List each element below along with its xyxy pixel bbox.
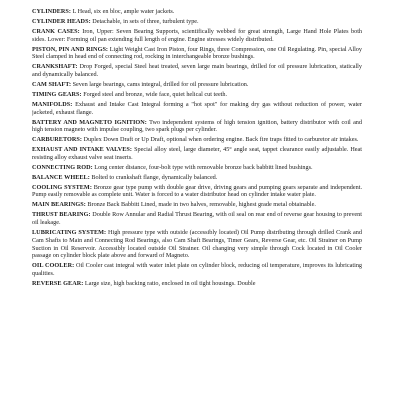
- spec-heading: OIL COOLER:: [32, 262, 75, 270]
- spec-entry-cam-shaft: [32, 81, 362, 89]
- spec-text: High pressure type with outside (accessibly located) Oil Pump distributing through drilled Crank and Cam Shafts to Main and Connecting Rod Bearings, also Cam Shaft Bearings, Timer Gears, Reverse Gear, etc. Oil Strainer on Pump Suction in Oil Reservoir. Accessibly located outside Oil Strainer. Oil changing very simple through Cock located in Oil Cooler passage on cylinder block plate above and forward of Magneto.: [32, 229, 362, 260]
- spec-text: Double Row Annular and Radial Thrust Bearing, with oil seal on rear end of reverse gear housing to prevent oil leakage.: [32, 211, 362, 227]
- spec-heading: REVERSE GEAR:: [32, 279, 84, 287]
- spec-text: Seven large bearings, cams integral, drilled for oil pressure lubrication.: [72, 80, 249, 88]
- spec-text: Bronze gear type pump with double gear drive, driving gears and pumping gears separate and independent. Pump easily removable as complete unit. Water is forced to a water distributor head on cylinder intake water plate.: [32, 183, 362, 199]
- spec-entry-ignition: [32, 119, 362, 135]
- spec-entry-timing-gears: [32, 91, 362, 99]
- spec-heading: CARBURETORS:: [32, 136, 82, 144]
- spec-text: Detachable, in sets of three, turbulent type.: [92, 17, 199, 25]
- spec-entry-cylinders: [32, 8, 362, 16]
- spec-entry-lubricating-system: [32, 229, 362, 260]
- spec-entry-main-bearings: [32, 201, 362, 209]
- spec-entry-valves: [32, 146, 362, 162]
- spec-heading: CRANK CASES:: [32, 27, 80, 35]
- spec-heading: EXHAUST AND INTAKE VALVES:: [32, 146, 133, 154]
- spec-entry-manifolds: [32, 101, 362, 117]
- spec-entry-piston: [32, 46, 362, 62]
- spec-entry-crank-cases: [32, 28, 362, 44]
- spec-entry-balance-wheel: [32, 174, 362, 182]
- spec-heading: LUBRICATING SYSTEM:: [32, 229, 107, 236]
- spec-text: Oil Cooler cast integral with water inlet plate on cylinder block, reducing oil temperature, improves its lubricating qualities.: [32, 262, 362, 277]
- spec-heading: COOLING SYSTEM:: [32, 183, 92, 191]
- spec-heading: BATTERY AND MAGNETO IGNITION:: [32, 118, 147, 126]
- spec-page: [32, 8, 362, 400]
- spec-text: Drop Forged, special Steel heat treated, seven large main bearings, drilled for oil pressure lubrication, statically and dynamically balanced.: [32, 63, 362, 78]
- spec-heading: THRUST BEARING:: [32, 211, 91, 219]
- spec-heading: CAM SHAFT:: [32, 80, 72, 88]
- spec-text: Bolted to crankshaft flange, dynamically balanced.: [91, 173, 218, 181]
- spec-heading: CONNECTING ROD:: [32, 163, 93, 171]
- spec-heading: CRANKSHAFT:: [32, 63, 78, 71]
- spec-heading: BALANCE WHEEL:: [32, 173, 90, 181]
- spec-entry-carburetors: [32, 136, 362, 144]
- spec-heading: PISTON, PIN AND RINGS:: [32, 45, 109, 53]
- spec-entry-thrust-bearing: [32, 211, 362, 227]
- spec-entry-connecting-rod: [32, 164, 362, 172]
- spec-text: Forged steel and bronze, wide face, quiet helical cut teeth.: [83, 90, 228, 98]
- spec-heading: CYLINDERS:: [32, 8, 72, 15]
- spec-text: Bronze Back Babbitt Lined, made in two halves, removable, highest grade metal obtainable.: [87, 201, 316, 209]
- spec-text: Iron, Upper: Seven Bearing Supports, scientifically webbed for great strength, Large Hand Hole Plates both sides. Lower: Forming oil pan extending full length of engine. Engine stresses widely distributed.: [32, 27, 362, 43]
- spec-text: Large size, high backing ratio, enclosed in oil tight housings. Double: [84, 279, 256, 287]
- spec-heading: CYLINDER HEADS:: [32, 17, 91, 25]
- spec-text: Long center distance, four-bolt type with removable bronze back babbitt lined bushings.: [94, 163, 313, 171]
- spec-entry-reverse-gear: [32, 280, 362, 288]
- spec-text: L Head, six en bloc, ample water jackets.: [72, 8, 175, 15]
- spec-entry-crankshaft: [32, 63, 362, 79]
- spec-heading: MAIN BEARINGS:: [32, 201, 86, 209]
- spec-entry-cylinder-heads: [32, 18, 362, 26]
- spec-heading: MANIFOLDS:: [32, 100, 73, 108]
- spec-entry-oil-cooler: [32, 262, 362, 278]
- spec-text: Two independent systems of high tension ignition, battery distributor with coil and high tension magneto with impulse coupling, two spark plugs per cylinder.: [32, 118, 362, 134]
- spec-heading: TIMING GEARS:: [32, 90, 82, 98]
- spec-entry-cooling-system: [32, 184, 362, 200]
- spec-text: Special alloy steel, large diameter, 45° angle seat, tappet clearance easily adjustable. Heat resisting alloy exhaust valve seat inserts.: [32, 146, 362, 161]
- spec-text: Light Weight Cast Iron Piston, four Rings, three Compression, one Oil Regulating. Pin, special Alloy Steel clamped in head end of connecting rod, rocking in interchangeable bronze bushings.: [32, 45, 362, 61]
- spec-text: Duplex Down Draft or Up Draft, optional when ordering engine. Back fire traps fitted to carburetor air intakes.: [83, 136, 359, 144]
- spec-text: Exhaust and Intake Cast Integral forming a "hot spot" for making dry gas without reduction of power, water jacketed, exhaust flange.: [32, 100, 362, 116]
